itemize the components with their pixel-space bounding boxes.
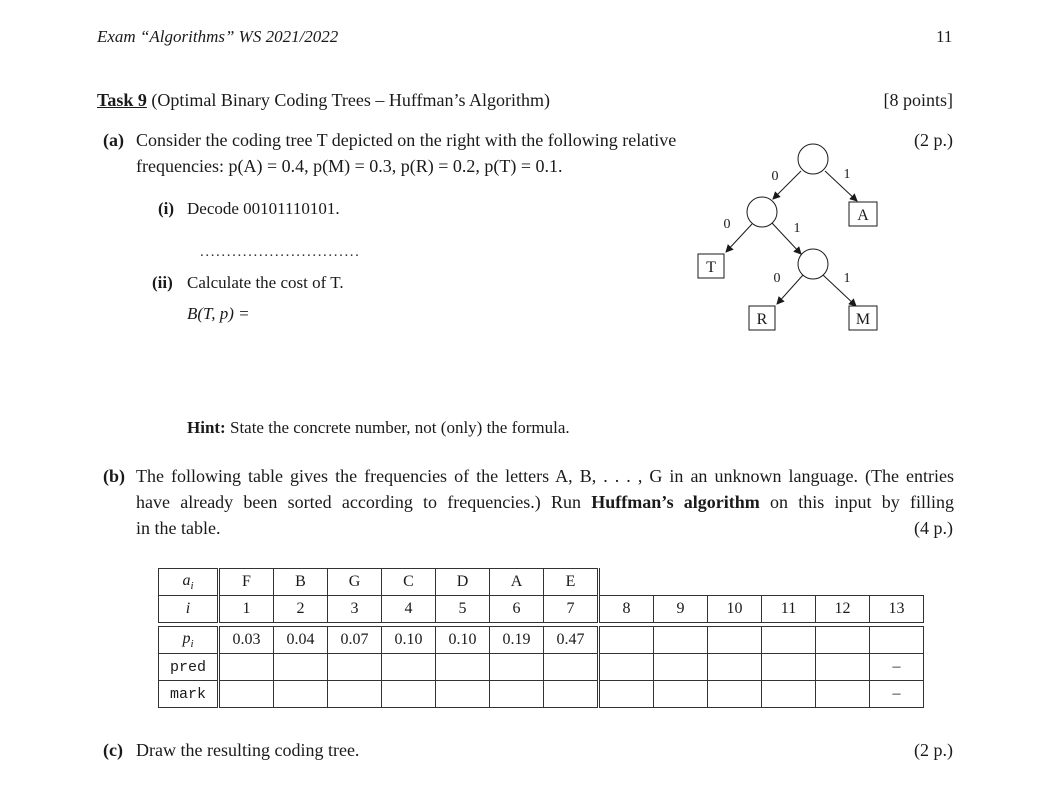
tree-inner-node [747,197,777,227]
table-cell: A [490,569,544,596]
part-b-line2 [136,492,954,513]
table-input-cell[interactable] [599,627,654,654]
table-input-cell[interactable] [654,654,708,681]
table-input-cell[interactable] [328,681,382,708]
edge-n2-left [777,275,803,304]
part-a-label: (a) [103,130,124,150]
table-row-mark [159,681,924,708]
row-label-a: $a_i$ [159,569,219,596]
table-input-cell[interactable] [219,681,274,708]
table-cell: 5 [436,596,490,623]
table-cell: 0.10 [382,627,436,654]
hint-text: State the concrete number, not (only) the formula. [225,418,570,437]
task-label: Task 9 [97,90,147,110]
part-b-line2-post: on this input by filling [759,492,955,512]
part-b-points: (4 p.) [914,518,953,538]
table-input-cell[interactable] [708,654,762,681]
table-cell: B [274,569,328,596]
table-cell: 2 [274,596,328,623]
part-b-line3: in the table. [136,518,221,538]
edge-root-right [825,171,857,201]
part-a-line1: Consider the coding tree T depicted on the right with the following relative [136,130,677,150]
table-input-cell[interactable] [436,681,490,708]
table-input-cell[interactable] [654,681,708,708]
table-input-cell[interactable] [816,654,870,681]
table-cell: 11 [762,596,816,623]
table-cell: 0.19 [490,627,544,654]
table-input-cell[interactable] [382,681,436,708]
sub-ii-text: Calculate the cost of T. [187,273,344,292]
edge-label-1: 1 [843,167,851,182]
edge-label-0: 0 [771,169,779,184]
sub-i-text: Decode 00101110101. [187,199,340,218]
table-input-cell[interactable] [274,681,328,708]
edge-label-0: 0 [723,217,731,232]
table-cell: C [382,569,436,596]
decode-answer-line[interactable]: .............................. [200,244,361,260]
table-cell: 6 [490,596,544,623]
table-row-indices [159,596,924,623]
table-cell: 0.10 [436,627,490,654]
table-cell: 0.03 [219,627,274,654]
table-input-cell[interactable] [654,627,708,654]
table-cell-dash: – [870,654,924,681]
huffman-table [158,568,924,708]
table-input-cell[interactable] [382,654,436,681]
row-label-pred: pred [159,654,219,681]
table-input-cell[interactable] [870,627,924,654]
part-b-line1: The following table gives the frequencies of the letters A, B, . . . , G in an unknown language. (The entries [136,466,954,486]
table-input-cell[interactable] [599,681,654,708]
table-cell: 7 [544,596,599,623]
tree-inner-node [798,249,828,279]
edge-n2-right [823,275,856,306]
leaf-R: R [756,311,768,328]
leaf-A: A [857,207,869,224]
task-points: [8 points] [883,90,953,110]
table-cell: 0.07 [328,627,382,654]
huffman-bold: Huffman’s algorithm [591,492,760,512]
table-cell: 1 [219,596,274,623]
part-a-points: (2 p.) [914,130,953,150]
table-cell: E [544,569,599,596]
table-input-cell[interactable] [490,681,544,708]
table-cell: 3 [328,596,382,623]
table-cell: D [436,569,490,596]
table-input-cell[interactable] [544,681,599,708]
table-cell: 9 [654,596,708,623]
task-subtitle: (Optimal Binary Coding Trees – Huffman’s Algorithm) [146,90,551,110]
table-row-probs [159,627,924,654]
part-b-label: (b) [103,466,125,486]
table-empty [599,569,924,596]
table-input-cell[interactable] [762,627,816,654]
table-row-letters [159,569,924,596]
part-c-label: (c) [103,740,123,760]
exam-title: Exam “Algorithms” WS 2021/2022 [97,27,339,46]
table-cell: G [328,569,382,596]
page-number: 11 [936,27,953,46]
table-cell: 8 [599,596,654,623]
table-input-cell[interactable] [762,681,816,708]
leaf-T: T [706,259,716,276]
table-cell: 4 [382,596,436,623]
table-input-cell[interactable] [490,654,544,681]
table-cell: 0.47 [544,627,599,654]
edge-label-0: 0 [773,271,781,286]
row-label-i: i [159,596,219,623]
sub-i-label: (i) [158,199,175,218]
table-input-cell[interactable] [436,654,490,681]
edge-label-1: 1 [843,271,851,286]
table-row-pred [159,654,924,681]
cost-formula: B(T, p) = [187,304,250,323]
leaf-M: M [855,311,871,328]
table-cell: 10 [708,596,762,623]
part-c-points: (2 p.) [914,740,953,760]
tree-root-node [798,144,828,174]
table-input-cell[interactable] [816,627,870,654]
table-input-cell[interactable] [816,681,870,708]
table-input-cell[interactable] [708,627,762,654]
part-a-line2: frequencies: p(A) = 0.4, p(M) = 0.3, p(R) = 0.2, p(T) = 0.1. [136,156,563,176]
table-cell: 12 [816,596,870,623]
edge-label-1: 1 [793,221,801,236]
part-c-text: Draw the resulting coding tree. [136,740,360,760]
hint-label: Hint: [187,418,226,437]
table-input-cell[interactable] [708,681,762,708]
table-input-cell[interactable] [599,654,654,681]
table-cell: F [219,569,274,596]
table-input-cell[interactable] [544,654,599,681]
table-cell: 13 [870,596,924,623]
table-input-cell[interactable] [762,654,816,681]
row-label-p: $p_i$ [159,627,219,654]
table-cell: 0.04 [274,627,328,654]
row-label-mark: mark [159,681,219,708]
table-input-cell[interactable] [328,654,382,681]
part-b-line2-pre: have already been sorted according to frequencies.) Run [136,492,592,512]
sub-ii-label: (ii) [152,273,173,292]
table-input-cell[interactable] [274,654,328,681]
table-input-cell[interactable] [219,654,274,681]
table-cell-dash: – [870,681,924,708]
hint [187,418,570,438]
